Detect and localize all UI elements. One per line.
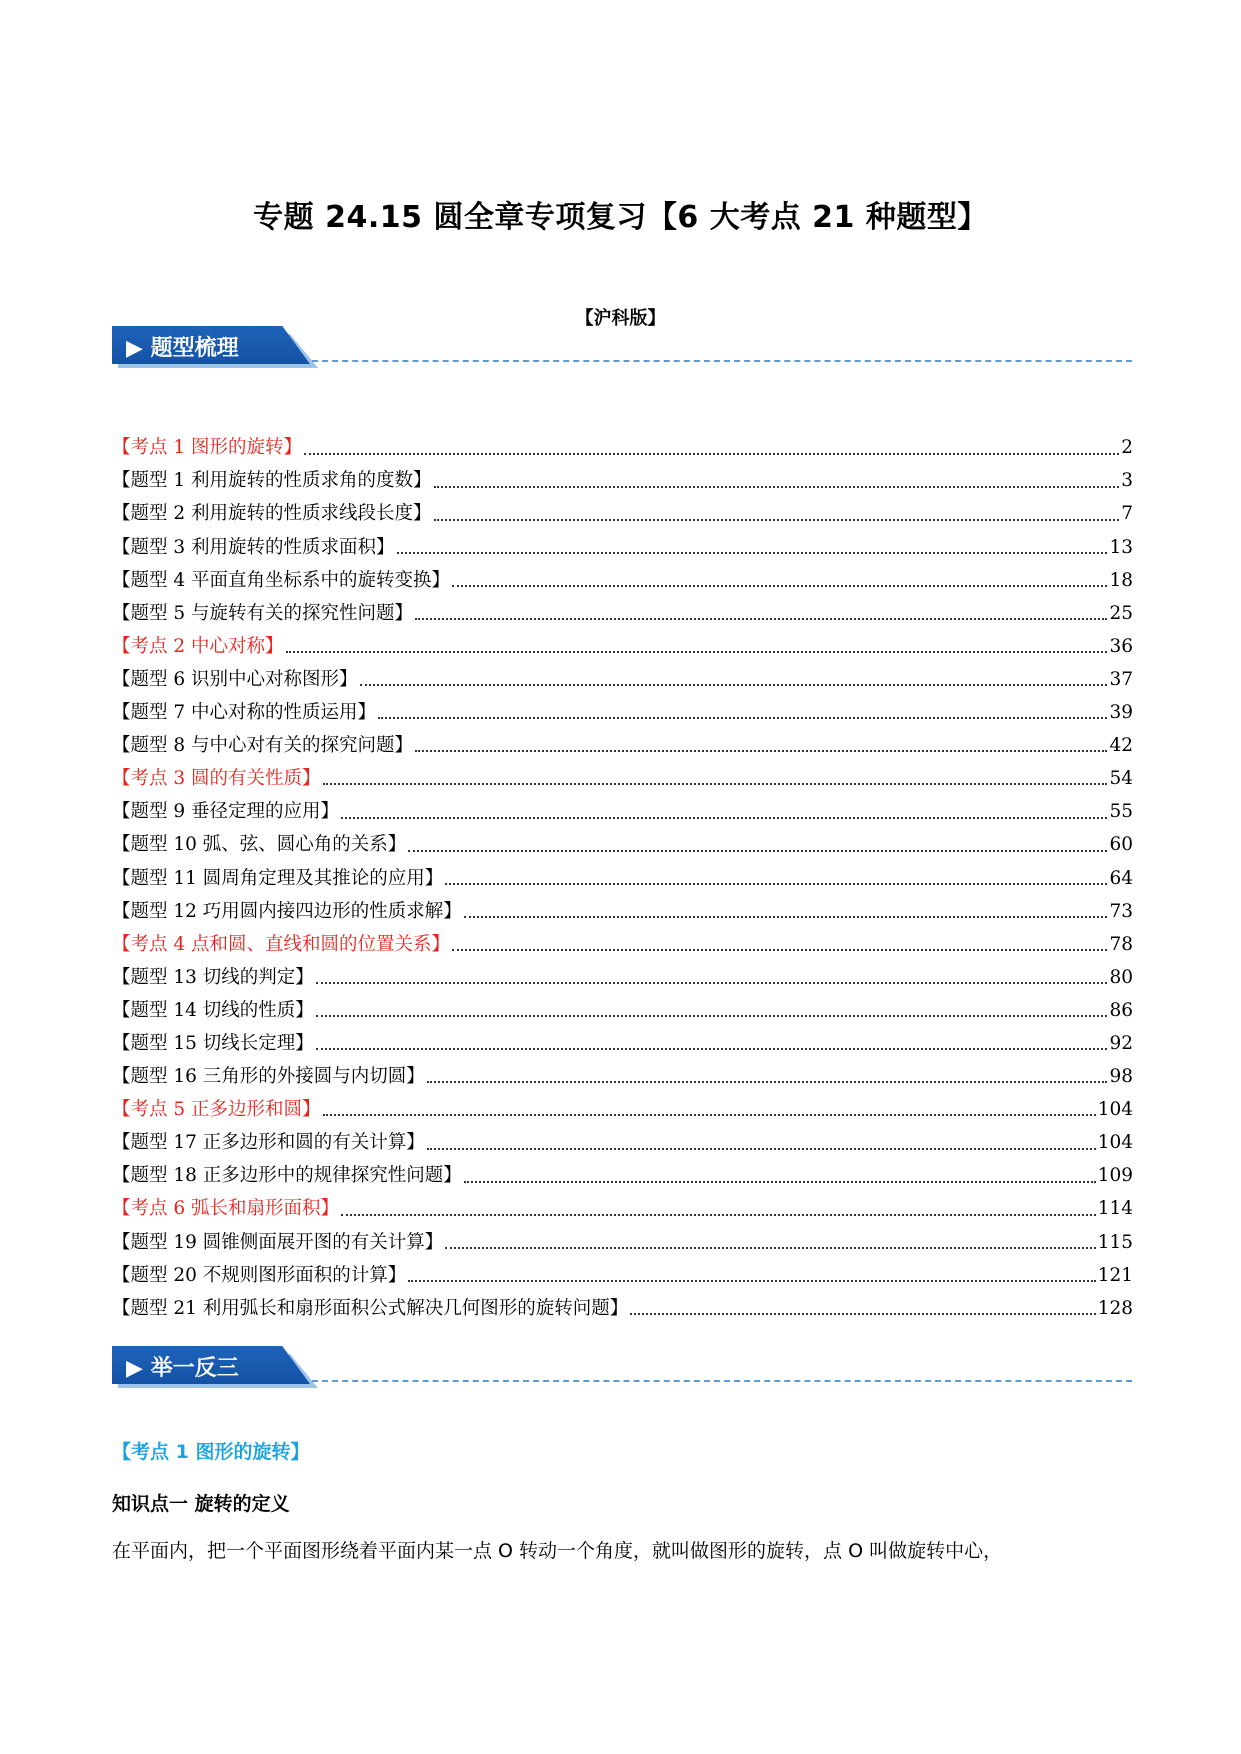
toc-entry-title: 【题型 4 平面直角坐标系中的旋转变换】 <box>112 569 451 591</box>
toc-leader-dots <box>378 717 1107 719</box>
toc-entry-tixing[interactable] <box>112 962 1133 995</box>
toc-leader-dots <box>360 684 1108 686</box>
toc-entry-title: 【题型 15 切线长定理】 <box>112 1032 314 1054</box>
toc-entry-tixing[interactable] <box>112 895 1133 928</box>
toc-leader-dots <box>434 486 1120 488</box>
toc-page-number: 2 <box>1121 437 1133 459</box>
toc-entry-title: 【题型 20 不规则图形面积的计算】 <box>112 1264 407 1286</box>
toc-leader-dots <box>341 1214 1096 1216</box>
toc-page-number: 78 <box>1109 933 1133 955</box>
toc-leader-dots <box>415 750 1107 752</box>
toc-entry-tixing[interactable] <box>112 1127 1133 1160</box>
toc-entry-title: 【题型 10 弧、弦、圆心角的关系】 <box>112 834 407 856</box>
toc-entry-title: 【题型 3 利用旋转的性质求面积】 <box>112 536 395 558</box>
toc-leader-dots <box>316 982 1108 984</box>
toc-leader-dots <box>427 1081 1108 1083</box>
toc-entry-title: 【考点 5 正多边形和圆】 <box>112 1099 321 1121</box>
body-paragraph: 在平面内，把一个平面图形绕着平面内某一点 O 转动一个角度，就叫做图形的旋转，点 O 叫做旋转中心， <box>112 1540 1003 1562</box>
toc-entry-tixing[interactable] <box>112 995 1133 1028</box>
toc-page-number: 114 <box>1097 1198 1133 1220</box>
toc-leader-dots <box>630 1313 1095 1315</box>
toc-leader-dots <box>452 949 1107 951</box>
toc-page-number: 3 <box>1121 470 1133 492</box>
toc-entry-kaodian[interactable] <box>112 1193 1133 1226</box>
toc-page-number: 7 <box>1121 503 1133 525</box>
toc-page-number: 92 <box>1109 1032 1133 1054</box>
toc-leader-dots <box>408 850 1107 852</box>
toc-leader-dots <box>304 453 1119 455</box>
toc-leader-dots <box>316 1015 1108 1017</box>
toc-entry-title: 【题型 8 与中心对有关的探究问题】 <box>112 735 414 757</box>
section-heading: 【考点 1 图形的旋转】 <box>112 1441 310 1463</box>
toc-entry-title: 【考点 3 圆的有关性质】 <box>112 768 321 790</box>
toc-page-number: 109 <box>1097 1165 1133 1187</box>
toc-leader-dots <box>408 1280 1095 1282</box>
toc-entry-title: 【考点 6 弧长和扇形面积】 <box>112 1198 340 1220</box>
toc-page-number: 54 <box>1109 768 1133 790</box>
toc-leader-dots <box>316 1048 1108 1050</box>
toc-page-number: 80 <box>1109 966 1133 988</box>
toc-leader-dots <box>464 1181 1096 1183</box>
toc-entry-title: 【考点 1 图形的旋转】 <box>112 437 303 459</box>
toc-page-number: 64 <box>1109 867 1133 889</box>
toc-leader-dots <box>464 916 1108 918</box>
toc-entry-kaodian[interactable] <box>112 928 1133 961</box>
toc-page-number: 39 <box>1109 702 1133 724</box>
toc-leader-dots <box>445 883 1107 885</box>
toc-page-number: 55 <box>1109 801 1133 823</box>
toc-entry-tixing[interactable] <box>112 465 1133 498</box>
toc-entry-title: 【题型 21 利用弧长和扇形面积公式解决几何图形的旋转问题】 <box>112 1297 629 1319</box>
toc-entry-kaodian[interactable] <box>112 432 1133 465</box>
toc-entry-tixing[interactable] <box>112 498 1133 531</box>
toc-leader-dots <box>323 783 1108 785</box>
knowledge-heading: 知识点一 旋转的定义 <box>112 1493 290 1515</box>
banner-dashed-line <box>312 360 1132 362</box>
toc-page-number: 37 <box>1109 668 1133 690</box>
toc-entry-title: 【题型 14 切线的性质】 <box>112 999 314 1021</box>
section-banner-examples <box>112 1346 1132 1388</box>
toc-entry-title: 【题型 18 正多边形中的规律探究性问题】 <box>112 1165 462 1187</box>
toc-entry-title: 【考点 2 中心对称】 <box>112 635 284 657</box>
toc-page-number: 128 <box>1097 1297 1133 1319</box>
toc-entry-kaodian[interactable] <box>112 763 1133 796</box>
toc-leader-dots <box>323 1114 1096 1116</box>
table-of-contents <box>112 432 1133 1326</box>
toc-page-number: 104 <box>1097 1099 1133 1121</box>
banner-dashed-line <box>312 1380 1132 1382</box>
banner-label: ▶ 举一反三 <box>126 1356 239 1381</box>
toc-entry-title: 【题型 5 与旋转有关的探究性问题】 <box>112 602 414 624</box>
toc-entry-title: 【题型 1 利用旋转的性质求角的度数】 <box>112 470 432 492</box>
edition-label: 【沪科版】 <box>575 308 666 329</box>
toc-entry-tixing[interactable] <box>112 1226 1133 1259</box>
toc-page-number: 73 <box>1109 900 1133 922</box>
toc-entry-title: 【题型 16 三角形的外接圆与内切圆】 <box>112 1066 425 1088</box>
toc-leader-dots <box>415 618 1107 620</box>
toc-leader-dots <box>286 651 1108 653</box>
section-banner-question-types <box>112 326 1132 368</box>
toc-entry-tixing[interactable] <box>112 1160 1133 1193</box>
toc-page-number: 60 <box>1109 834 1133 856</box>
toc-page-number: 36 <box>1109 635 1133 657</box>
toc-leader-dots <box>341 817 1107 819</box>
toc-page-number: 115 <box>1097 1231 1133 1253</box>
toc-entry-tixing[interactable] <box>112 730 1133 763</box>
toc-entry-kaodian[interactable] <box>112 631 1133 664</box>
toc-page-number: 121 <box>1097 1264 1133 1286</box>
toc-page-number: 86 <box>1109 999 1133 1021</box>
toc-page-number: 13 <box>1109 536 1133 558</box>
toc-entry-tixing[interactable] <box>112 1259 1133 1292</box>
toc-page-number: 18 <box>1109 569 1133 591</box>
toc-leader-dots <box>397 552 1108 554</box>
toc-entry-title: 【题型 9 垂径定理的应用】 <box>112 801 340 823</box>
toc-page-number: 98 <box>1109 1066 1133 1088</box>
page-title: 专题 24.15 圆全章专项复习【6 大考点 21 种题型】 <box>253 200 988 235</box>
toc-entry-kaodian[interactable] <box>112 1094 1133 1127</box>
banner-label: ▶ 题型梳理 <box>126 336 239 361</box>
toc-entry-tixing[interactable] <box>112 796 1133 829</box>
toc-entry-tixing[interactable] <box>112 597 1133 630</box>
toc-entry-tixing[interactable] <box>112 1028 1133 1061</box>
toc-entry-tixing[interactable] <box>112 829 1133 862</box>
toc-entry-title: 【考点 4 点和圆、直线和圆的位置关系】 <box>112 933 451 955</box>
toc-entry-title: 【题型 11 圆周角定理及其推论的应用】 <box>112 867 444 889</box>
toc-entry-tixing[interactable] <box>112 664 1133 697</box>
toc-entry-tixing[interactable] <box>112 1292 1133 1325</box>
toc-leader-dots <box>452 585 1107 587</box>
toc-leader-dots <box>445 1247 1095 1249</box>
toc-entry-title: 【题型 7 中心对称的性质运用】 <box>112 702 377 724</box>
toc-entry-title: 【题型 19 圆锥侧面展开图的有关计算】 <box>112 1231 444 1253</box>
toc-entry-title: 【题型 2 利用旋转的性质求线段长度】 <box>112 503 432 525</box>
toc-entry-title: 【题型 12 巧用圆内接四边形的性质求解】 <box>112 900 462 922</box>
toc-entry-tixing[interactable] <box>112 564 1133 597</box>
toc-entry-title: 【题型 17 正多边形和圆的有关计算】 <box>112 1132 425 1154</box>
toc-page-number: 104 <box>1097 1132 1133 1154</box>
toc-entry-title: 【题型 13 切线的判定】 <box>112 966 314 988</box>
toc-leader-dots <box>427 1148 1096 1150</box>
toc-entry-tixing[interactable] <box>112 697 1133 730</box>
toc-entry-title: 【题型 6 识别中心对称图形】 <box>112 668 358 690</box>
toc-leader-dots <box>434 519 1120 521</box>
toc-entry-tixing[interactable] <box>112 862 1133 895</box>
toc-entry-tixing[interactable] <box>112 531 1133 564</box>
toc-page-number: 42 <box>1109 735 1133 757</box>
toc-entry-tixing[interactable] <box>112 1061 1133 1094</box>
toc-page-number: 25 <box>1109 602 1133 624</box>
